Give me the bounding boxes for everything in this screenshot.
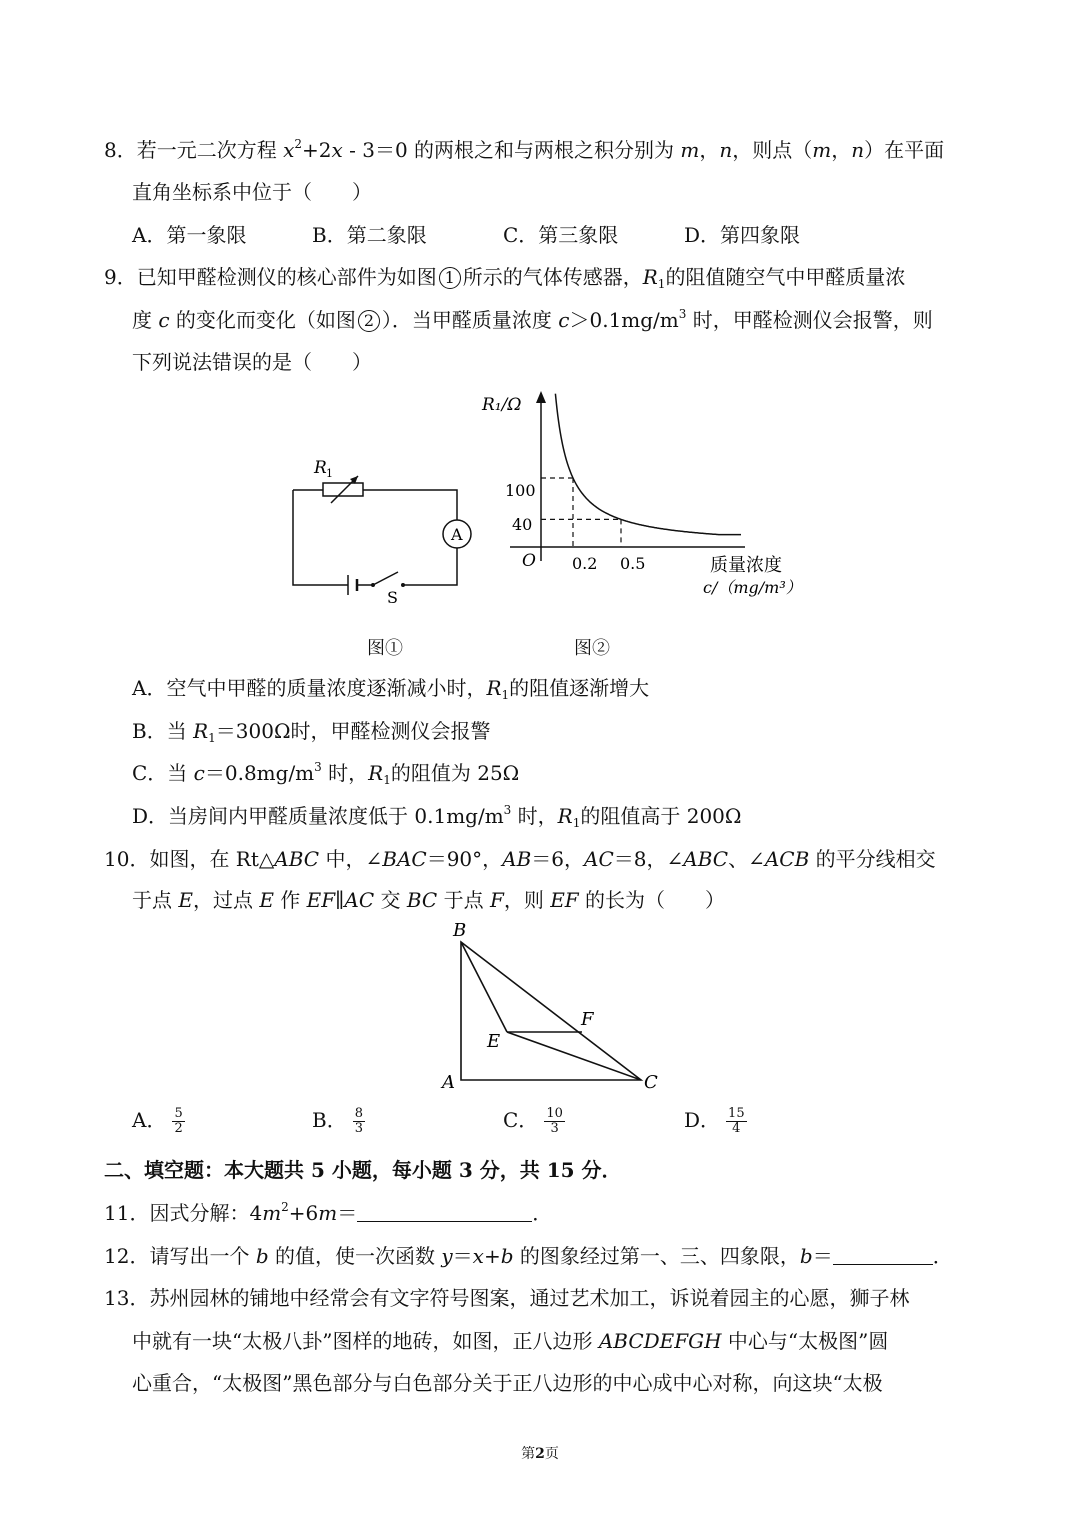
fraction: $\frac{15}{4}$ xyxy=(728,1106,745,1136)
resistor-r1 xyxy=(323,483,363,496)
circled-one: 1 xyxy=(439,267,461,289)
q12-line: 12．请写出一个 b 的值，使一次函数 y＝x+b 的图象经过第一、三、四象限，b＝ ． xyxy=(104,1244,953,1268)
q8-line2: 直角坐标系中位于（ ） xyxy=(132,180,372,204)
bisector-be xyxy=(461,942,507,1032)
q9-option-d: D．当房间内甲醛质量浓度低于 $0.1mg/m^3$ 时，$R_1$的阻值高于 200Ω xyxy=(132,803,742,830)
q9-line2: 度 c 的变化而变化（如图 2 ）．当甲醛质量浓度 $c>0.1mg/m^3$ 时，甲醛检测仪会报警，则 xyxy=(132,307,933,332)
q8-number: 8． xyxy=(104,138,137,162)
q8-line1: 8．若一元二次方程 $x^2+2x - 3=0$ 的两根之和与两根之积分别为 m，n，则点（m，n）在平面 xyxy=(104,137,945,162)
switch-lever xyxy=(373,572,398,585)
triangle-diagram xyxy=(430,918,670,1094)
x-axis-unit: c/（mg/m³） xyxy=(703,578,802,597)
section2-header: 二、填空题：本大题共 5 小题，每小题 3 分，共 15 分． xyxy=(104,1158,622,1182)
q9-option-a: A．空气中甲醛的质量浓度逐渐减小时，$R_1$的阻值逐渐增大 xyxy=(132,676,650,702)
y-axis-arrow xyxy=(536,391,546,403)
point-f: F xyxy=(581,1009,594,1030)
q9-line3: 下列说法错误的是（ ） xyxy=(132,350,372,374)
fig1-caption: 图① xyxy=(367,638,403,659)
q13-line3: 心重合，“太极图”黑色部分与白色部分关于正八边形的中心成中心对称，向这块“太极 xyxy=(132,1371,883,1395)
q8-option-c: C．第三象限 xyxy=(503,223,619,247)
q13-line2: 中就有一块“太极八卦”图样的地砖，如图，正八边形 ABCDEFGH 中心与“太极图”圆 xyxy=(132,1329,889,1353)
q10-option-c: C． $\frac{10}{3}$ xyxy=(503,1106,563,1136)
label-r-sub: 1 xyxy=(326,467,333,480)
bisector-ce xyxy=(507,1032,641,1080)
circled-two: 2 xyxy=(358,310,380,332)
page-number: 第2页 xyxy=(521,1446,559,1462)
vertex-a: A xyxy=(442,1072,455,1093)
resistance-concentration-chart xyxy=(470,386,830,606)
fraction: $\frac{5}{2}$ xyxy=(174,1106,183,1136)
q11-number: 11． xyxy=(104,1201,150,1225)
origin-label: O xyxy=(522,551,536,571)
q12-answer-blank[interactable] xyxy=(833,1244,933,1265)
label-r: R xyxy=(314,458,327,478)
q10-option-d: D． $\frac{15}{4}$ xyxy=(684,1106,745,1136)
r1-curve xyxy=(555,394,741,535)
q9-option-c: C．当 $c=0.8mg/m^3$ 时，$R_1$的阻值为 25Ω xyxy=(132,760,520,787)
circuit-diagram xyxy=(280,450,480,615)
vertex-b: B xyxy=(453,920,467,941)
q8-option-a: A．第一象限 xyxy=(132,223,247,247)
vertex-c: C xyxy=(644,1072,658,1093)
q10-line2: 于点 E，过点 E 作 EF∥AC 交 BC 于点 F，则 EF 的长为（ ） xyxy=(132,888,726,912)
y-axis-label: R₁/Ω xyxy=(482,395,522,415)
q10-number: 10． xyxy=(104,847,150,871)
q10-option-b: B． $\frac{8}{3}$ xyxy=(312,1106,363,1136)
x-axis-label: 质量浓度 xyxy=(710,555,782,576)
y-tick-100: 100 xyxy=(505,481,536,500)
label-ammeter: A xyxy=(451,525,463,544)
q13-number: 13． xyxy=(104,1286,150,1310)
q12-number: 12． xyxy=(104,1244,150,1268)
fraction: $\frac{8}{3}$ xyxy=(354,1106,363,1136)
q8-option-b: B．第二象限 xyxy=(312,223,427,247)
label-switch: S xyxy=(387,588,398,607)
q10-option-a: A． $\frac{5}{2}$ xyxy=(132,1106,183,1136)
fig2-caption: 图② xyxy=(574,638,610,659)
q13-line1: 13．苏州园林的铺地中经常会有文字符号图案，通过艺术加工，诉说着园主的心愿，狮子林 xyxy=(104,1286,910,1310)
q10-line1: 10．如图，在 Rt△ABC 中，∠BAC＝90°，AB＝6，AC＝8，∠ABC、∠ACB 的平分线相交 xyxy=(104,847,936,871)
fraction: $\frac{10}{3}$ xyxy=(546,1106,563,1136)
q9-number: 9． xyxy=(104,265,137,289)
point-e: E xyxy=(487,1031,501,1052)
q9-option-b: B．当 $R_1=300\Omega$时，甲醛检测仪会报警 xyxy=(132,719,491,745)
triangle-abc xyxy=(461,942,641,1080)
x-tick-0-5: 0.5 xyxy=(620,554,646,573)
y-tick-40: 40 xyxy=(512,515,533,534)
q8-option-d: D．第四象限 xyxy=(684,223,801,247)
q11-answer-blank[interactable] xyxy=(357,1201,532,1222)
q9-line1: 9．已知甲醛检测仪的核心部件为如图 1 所示的气体传感器，$R_1$的阻值随空气中甲醛质量浓 xyxy=(104,265,906,291)
x-tick-0-2: 0.2 xyxy=(572,554,598,573)
q11-line: 11．因式分解：$4m^2+6m=$ ． xyxy=(104,1200,553,1225)
